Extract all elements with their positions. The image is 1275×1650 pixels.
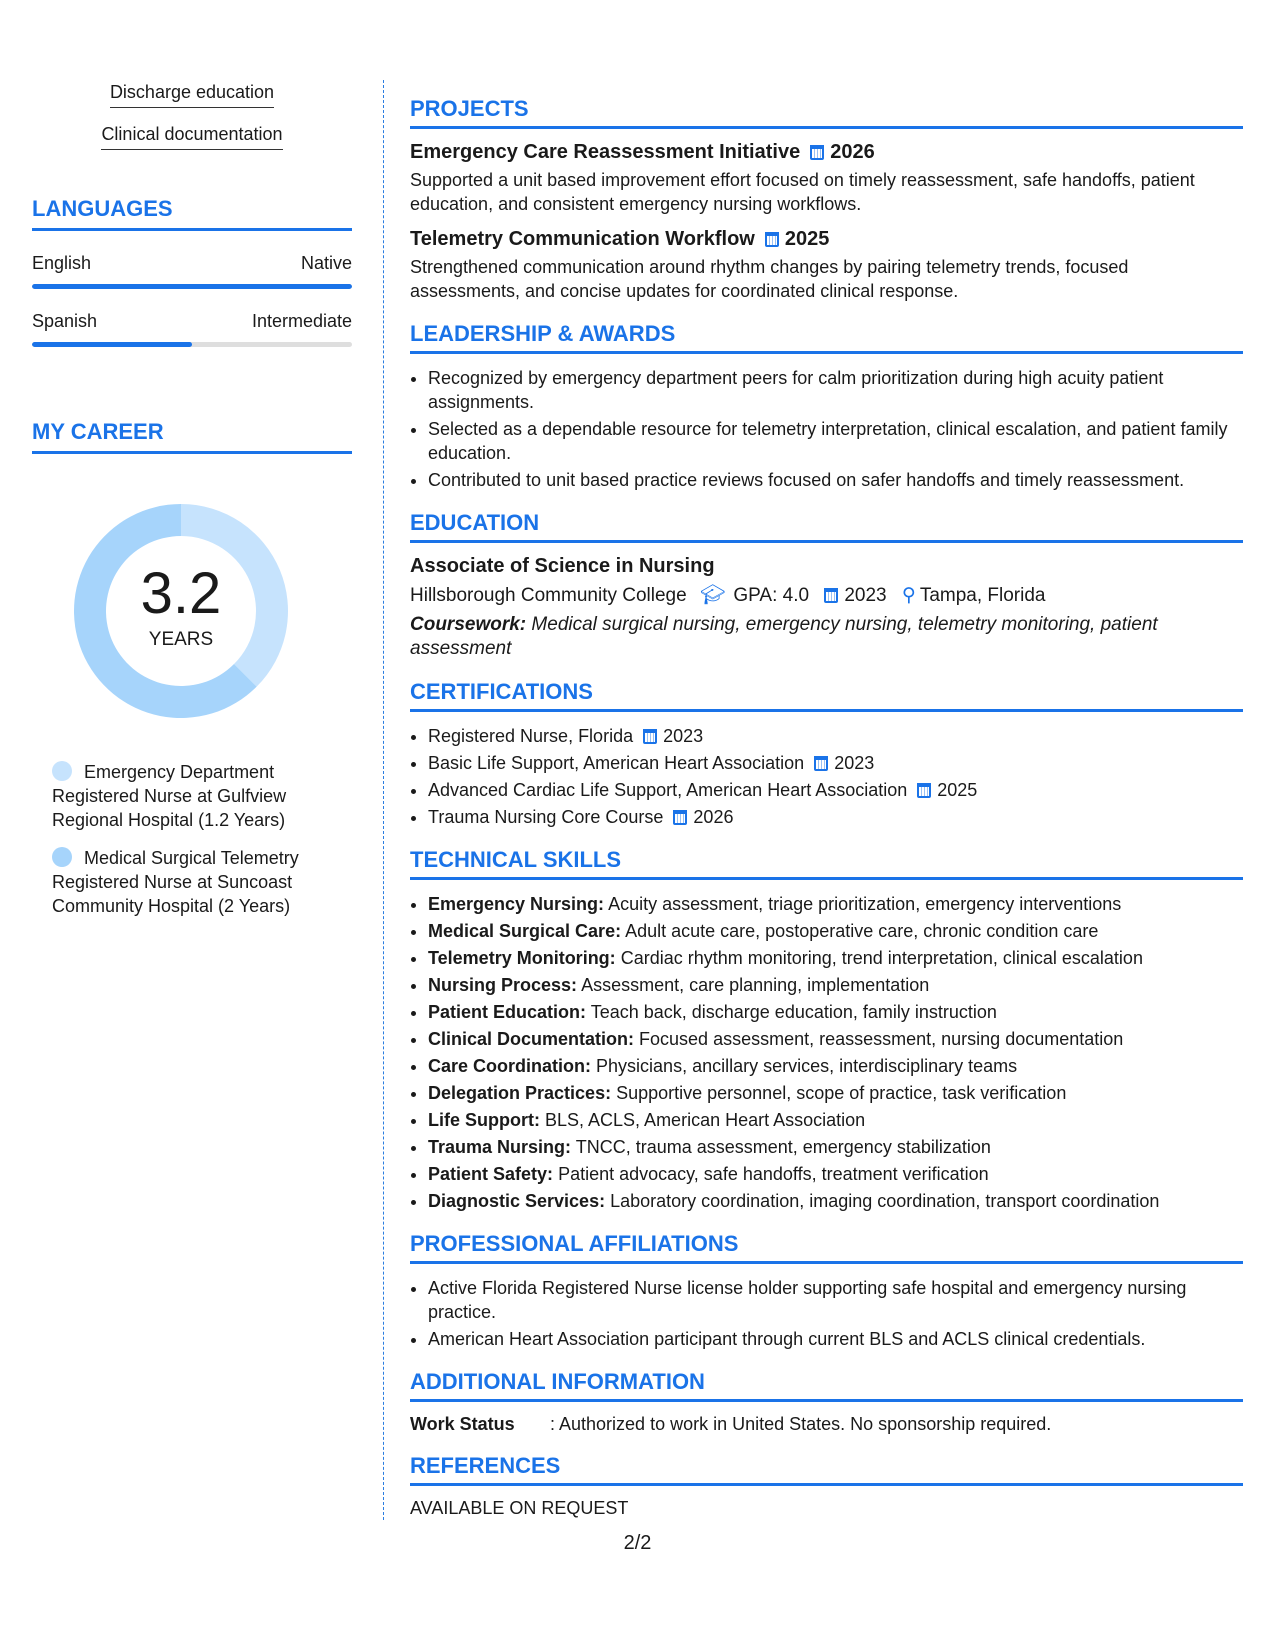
skill-text: Cardiac rhythm monitoring, trend interpretation, clinical escalation <box>620 948 1143 968</box>
career-heading: MY CAREER <box>32 419 352 454</box>
list-item <box>428 724 1243 748</box>
list-item <box>428 751 1243 775</box>
info-label: Work Status <box>410 1414 515 1434</box>
projects-heading: PROJECTS <box>410 96 1243 129</box>
degree: Associate of Science in Nursing <box>410 555 715 577</box>
education-section <box>410 510 1243 661</box>
list-item: • Active Florida Registered Nurse license holder supporting safe hospital and emergency nursing practice. <box>428 1276 1243 1324</box>
leadership-section <box>410 321 1243 492</box>
legend-dot <box>52 761 72 781</box>
language-bar-fill <box>32 284 352 289</box>
left-column <box>32 82 352 932</box>
skill-label: Nursing Process: <box>428 975 578 995</box>
skill-text: Supportive personnel, scope of practice, task verification <box>616 1083 1067 1103</box>
references-section <box>410 1453 1243 1519</box>
skill-label: Emergency Nursing: <box>428 894 605 914</box>
coursework <box>410 613 1243 661</box>
leadership-list <box>410 366 1243 492</box>
skill-label: Clinical Documentation: <box>428 1029 635 1049</box>
skill-label: Life Support: <box>428 1110 540 1130</box>
language-item <box>32 311 352 347</box>
languages-heading: LANGUAGES <box>32 196 352 231</box>
page-number: 2/2 <box>623 1532 652 1554</box>
list-item <box>428 973 1243 997</box>
list-item <box>428 1189 1243 1213</box>
skill-text: Teach back, discharge education, family instruction <box>590 1002 997 1022</box>
calendar-icon <box>810 145 824 160</box>
list-item <box>428 892 1243 916</box>
additional-info-section <box>410 1369 1243 1435</box>
cert-year: 2023 <box>663 726 704 746</box>
skill-text: BLS, ACLS, American Heart Association <box>545 1110 866 1130</box>
right-column <box>410 96 1243 1537</box>
skill-label: Medical Surgical Care: <box>428 921 622 941</box>
coursework-label: Coursework: <box>410 614 527 635</box>
technical-skills-section <box>410 847 1243 1213</box>
affiliations-section <box>410 1231 1243 1351</box>
language-level: Native <box>300 253 352 273</box>
career-legend <box>52 760 332 918</box>
career-total: 3.2 <box>140 561 222 626</box>
list-item <box>428 946 1243 970</box>
calendar-icon <box>673 810 687 825</box>
references-heading: REFERENCES <box>410 1453 1243 1486</box>
location-pin-icon: ⚲ <box>901 585 916 606</box>
skill-text: Adult acute care, postoperative care, chronic condition care <box>625 921 1099 941</box>
certifications-section <box>410 679 1243 829</box>
project-title: Telemetry Communication Workflow <box>410 228 755 250</box>
skill-text: Patient advocacy, safe handoffs, treatment verification <box>558 1164 989 1184</box>
legend-label: Medical Surgical Telemetry Registered Nurse at Suncoast Community Hospital (2 Years) <box>52 848 299 916</box>
list-item: • Selected as a dependable resource for telemetry interpretation, clinical escalation, and patient family education. <box>428 417 1243 465</box>
career-donut-chart <box>66 496 296 726</box>
career-unit: YEARS <box>148 629 214 650</box>
project-year: 2025 <box>784 228 830 250</box>
list-item <box>428 1162 1243 1186</box>
leadership-heading: LEADERSHIP & AWARDS <box>410 321 1243 354</box>
project-desc: Supported a unit based improvement effort focused on timely reassessment, safe handoffs, patient education, and consistent emergency nursing workflows. <box>410 170 1195 214</box>
legend-label: Emergency Department Registered Nurse at Gulfview Regional Hospital (1.2 Years) <box>52 762 287 830</box>
info-value: : Authorized to work in United States. No sponsorship required. <box>550 1414 1052 1434</box>
education-location: Tampa, Florida <box>919 585 1046 606</box>
certifications-list <box>410 724 1243 829</box>
skill-label: Delegation Practices: <box>428 1083 612 1103</box>
cert-year: 2023 <box>834 753 875 773</box>
skill-label: Diagnostic Services: <box>428 1191 606 1211</box>
list-item <box>428 1135 1243 1159</box>
cert-year: 2026 <box>693 807 734 827</box>
column-divider <box>383 80 384 1520</box>
list-item <box>428 805 1243 829</box>
list-item <box>428 919 1243 943</box>
calendar-icon <box>765 232 779 247</box>
education-heading: EDUCATION <box>410 510 1243 543</box>
list-item <box>428 1000 1243 1024</box>
skill-tag: Clinical documentation <box>101 124 282 150</box>
list-item <box>428 1027 1243 1051</box>
list-item: • American Heart Association participant through current BLS and ACLS clinical credentials. <box>428 1327 1243 1351</box>
list-item <box>428 778 1243 802</box>
certifications-heading: CERTIFICATIONS <box>410 679 1243 712</box>
list-item <box>428 1081 1243 1105</box>
references-text: AVAILABLE ON REQUEST <box>410 1498 629 1518</box>
education-year: 2023 <box>844 585 887 606</box>
skill-label: Patient Education: <box>428 1002 587 1022</box>
calendar-icon <box>643 729 657 744</box>
calendar-icon <box>814 756 828 771</box>
legend-dot <box>52 847 72 867</box>
project-item <box>410 228 1243 303</box>
gpa: GPA: 4.0 <box>733 585 810 606</box>
affiliations-heading: PROFESSIONAL AFFILIATIONS <box>410 1231 1243 1264</box>
projects-section <box>410 96 1243 303</box>
skill-label: Care Coordination: <box>428 1056 592 1076</box>
language-name: English <box>32 253 92 273</box>
coursework-text: Medical surgical nursing, emergency nursing, telemetry monitoring, patient assessment <box>410 614 1158 659</box>
school-name: Hillsborough Community College <box>410 585 687 606</box>
affiliations-list <box>410 1276 1243 1351</box>
languages-list <box>32 253 352 347</box>
project-desc: Strengthened communication around rhythm changes by pairing telemetry trends, focused assessments, and concise updates for coordinated clinical response. <box>410 257 1129 301</box>
list-item <box>428 1108 1243 1132</box>
list-item: • Contributed to unit based practice reviews focused on safer handoffs and timely reassessment. <box>428 468 1243 492</box>
technical-skills-heading: TECHNICAL SKILLS <box>410 847 1243 880</box>
education-details <box>410 582 1243 607</box>
language-level: Intermediate <box>251 311 352 331</box>
additional-info-heading: ADDITIONAL INFORMATION <box>410 1369 1243 1402</box>
skill-text: Focused assessment, reassessment, nursing documentation <box>639 1029 1124 1049</box>
cert-name: Advanced Cardiac Life Support, American Heart Association <box>428 780 908 800</box>
skill-label: Patient Safety: <box>428 1164 554 1184</box>
skill-text: Laboratory coordination, imaging coordination, transport coordination <box>610 1191 1160 1211</box>
graduation-cap-icon: 🎓︎ <box>699 584 726 606</box>
skill-tag: Discharge education <box>110 82 274 108</box>
language-bar <box>32 342 352 347</box>
legend-item <box>52 760 332 832</box>
list-item: • Recognized by emergency department peers for calm prioritization during high acuity patient assignments. <box>428 366 1243 414</box>
calendar-icon <box>917 783 931 798</box>
skill-label: Trauma Nursing: <box>428 1137 572 1157</box>
skill-text: Acuity assessment, triage prioritization, emergency interventions <box>608 894 1122 914</box>
cert-name: Trauma Nursing Core Course <box>428 807 664 827</box>
language-bar-fill <box>32 342 192 347</box>
skill-text: Assessment, care planning, implementation <box>581 975 930 995</box>
calendar-icon <box>824 588 838 603</box>
project-title: Emergency Care Reassessment Initiative <box>410 141 801 163</box>
language-bar <box>32 284 352 289</box>
project-item <box>410 141 1243 216</box>
project-year: 2026 <box>830 141 875 163</box>
cert-name: Registered Nurse, Florida <box>428 726 634 746</box>
cert-name: Basic Life Support, American Heart Association <box>428 753 805 773</box>
technical-skills-list <box>410 892 1243 1213</box>
legend-item <box>52 846 332 918</box>
skill-text: Physicians, ancillary services, interdisciplinary teams <box>596 1056 1018 1076</box>
skill-text: TNCC, trauma assessment, emergency stabilization <box>575 1137 991 1157</box>
info-row <box>410 1414 1243 1435</box>
language-item <box>32 253 352 289</box>
skill-label: Telemetry Monitoring: <box>428 948 616 968</box>
cert-year: 2025 <box>937 780 978 800</box>
list-item <box>428 1054 1243 1078</box>
language-name: Spanish <box>32 311 98 331</box>
